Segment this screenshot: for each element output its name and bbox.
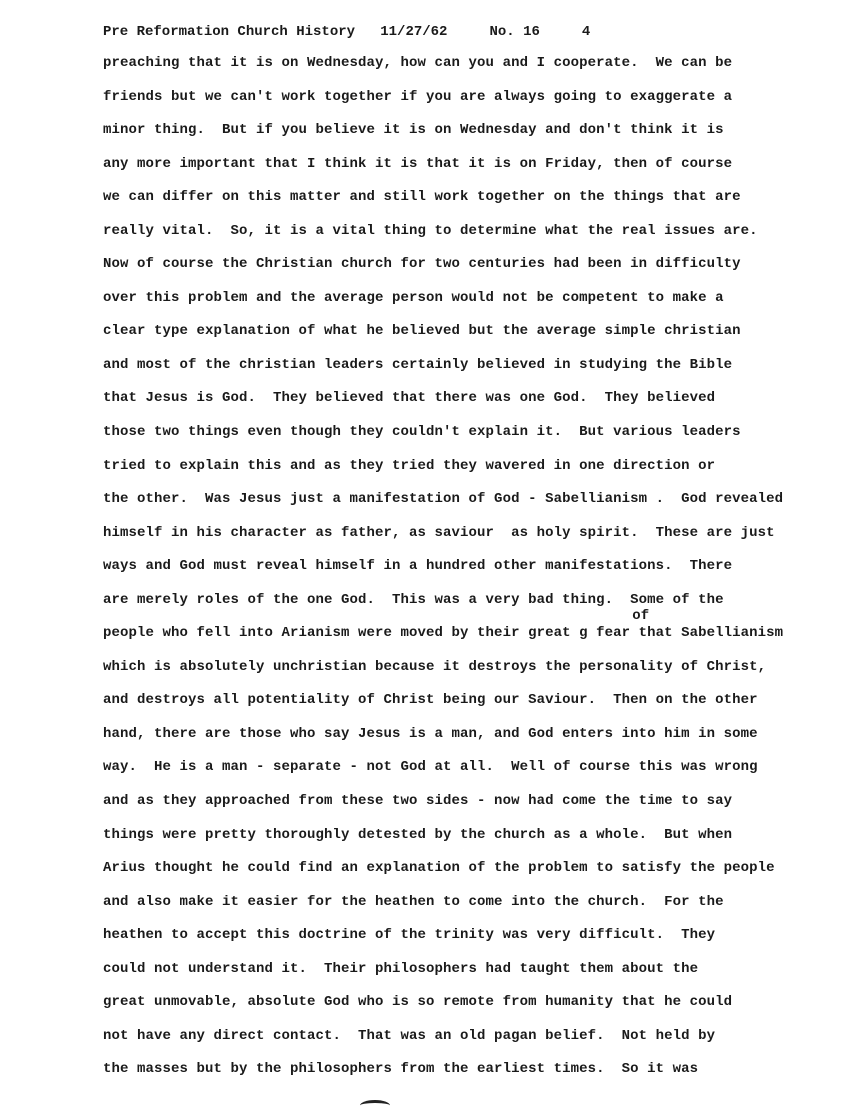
text-line: minor thing. But if you believe it is on Wednesday and don't think it is — [103, 122, 724, 139]
text-line: and destroys all potentiality of Christ being our Saviour. Then on the other — [103, 692, 758, 709]
text-line: the masses but by the philosophers from the earliest times. So it was — [103, 1061, 699, 1078]
page-body — [103, 47, 783, 1087]
page-header: Pre Reformation Church History 11/27/62 No. 16 4 — [103, 24, 591, 40]
text-line: which is absolutely unchristian because it destroys the personality of Christ, — [103, 658, 767, 675]
text-line: we can differ on this matter and still work together on the things that are — [103, 189, 741, 206]
text-line: those two things even though they couldn't explain it. But various leaders — [103, 424, 741, 441]
text-line: really vital. So, it is a vital thing to determine what the real issues are. — [103, 222, 758, 239]
text-line: ways and God must reveal himself in a hundred other manifestations. There — [103, 558, 733, 575]
handwritten-insertion: of — [632, 608, 650, 625]
text-line: and as they approached from these two sides - now had come the time to say — [103, 793, 733, 810]
text-line: hand, there are those who say Jesus is a man, and God enters into him in some — [103, 725, 758, 742]
page-edge-mark — [360, 1100, 390, 1111]
text-line: people who fell into Arianism were moved by their great g fear that Sabellianism of — [103, 617, 783, 651]
text-line: could not understand it. Their philosophers had taught them about the — [103, 960, 699, 977]
text-line: and also make it easier for the heathen to come into the church. For the — [103, 893, 724, 910]
text-line: the other. Was Jesus just a manifestation of God - Sabellianism . God revealed — [103, 491, 784, 508]
text-line: are merely roles of the one God. This was a very bad thing. Some of the — [103, 591, 724, 608]
text-line: clear type explanation of what he believed but the average simple christian — [103, 323, 741, 340]
text-line: that Jesus is God. They believed that there was one God. They believed — [103, 390, 716, 407]
typed-page — [103, 20, 783, 1087]
text-line: things were pretty thoroughly detested by the church as a whole. But when — [103, 826, 733, 843]
text-line: not have any direct contact. That was an old pagan belief. Not held by — [103, 1027, 716, 1044]
text-line: preaching that it is on Wednesday, how can you and I cooperate. We can be — [103, 55, 733, 71]
text-line: tried to explain this and as they tried they wavered in one direction or — [103, 457, 716, 474]
text-line: any more important that I think it is that it is on Friday, then of course — [103, 155, 733, 172]
text-line: friends but we can't work together if you are always going to exaggerate a — [103, 88, 733, 105]
text-line: heathen to accept this doctrine of the trinity was very difficult. They — [103, 927, 716, 944]
text-line: over this problem and the average person would not be competent to make a — [103, 289, 724, 306]
text-line: himself in his character as father, as saviour as holy spirit. These are just — [103, 524, 775, 541]
text-line: way. He is a man - separate - not God at all. Well of course this was wrong — [103, 759, 758, 776]
text-line: Now of course the Christian church for two centuries had been in difficulty — [103, 256, 741, 273]
text-line: great unmovable, absolute God who is so remote from humanity that he could — [103, 994, 733, 1011]
text-line: and most of the christian leaders certainly believed in studying the Bible — [103, 356, 733, 373]
text-line: Arius thought he could find an explanation of the problem to satisfy the people — [103, 860, 775, 877]
